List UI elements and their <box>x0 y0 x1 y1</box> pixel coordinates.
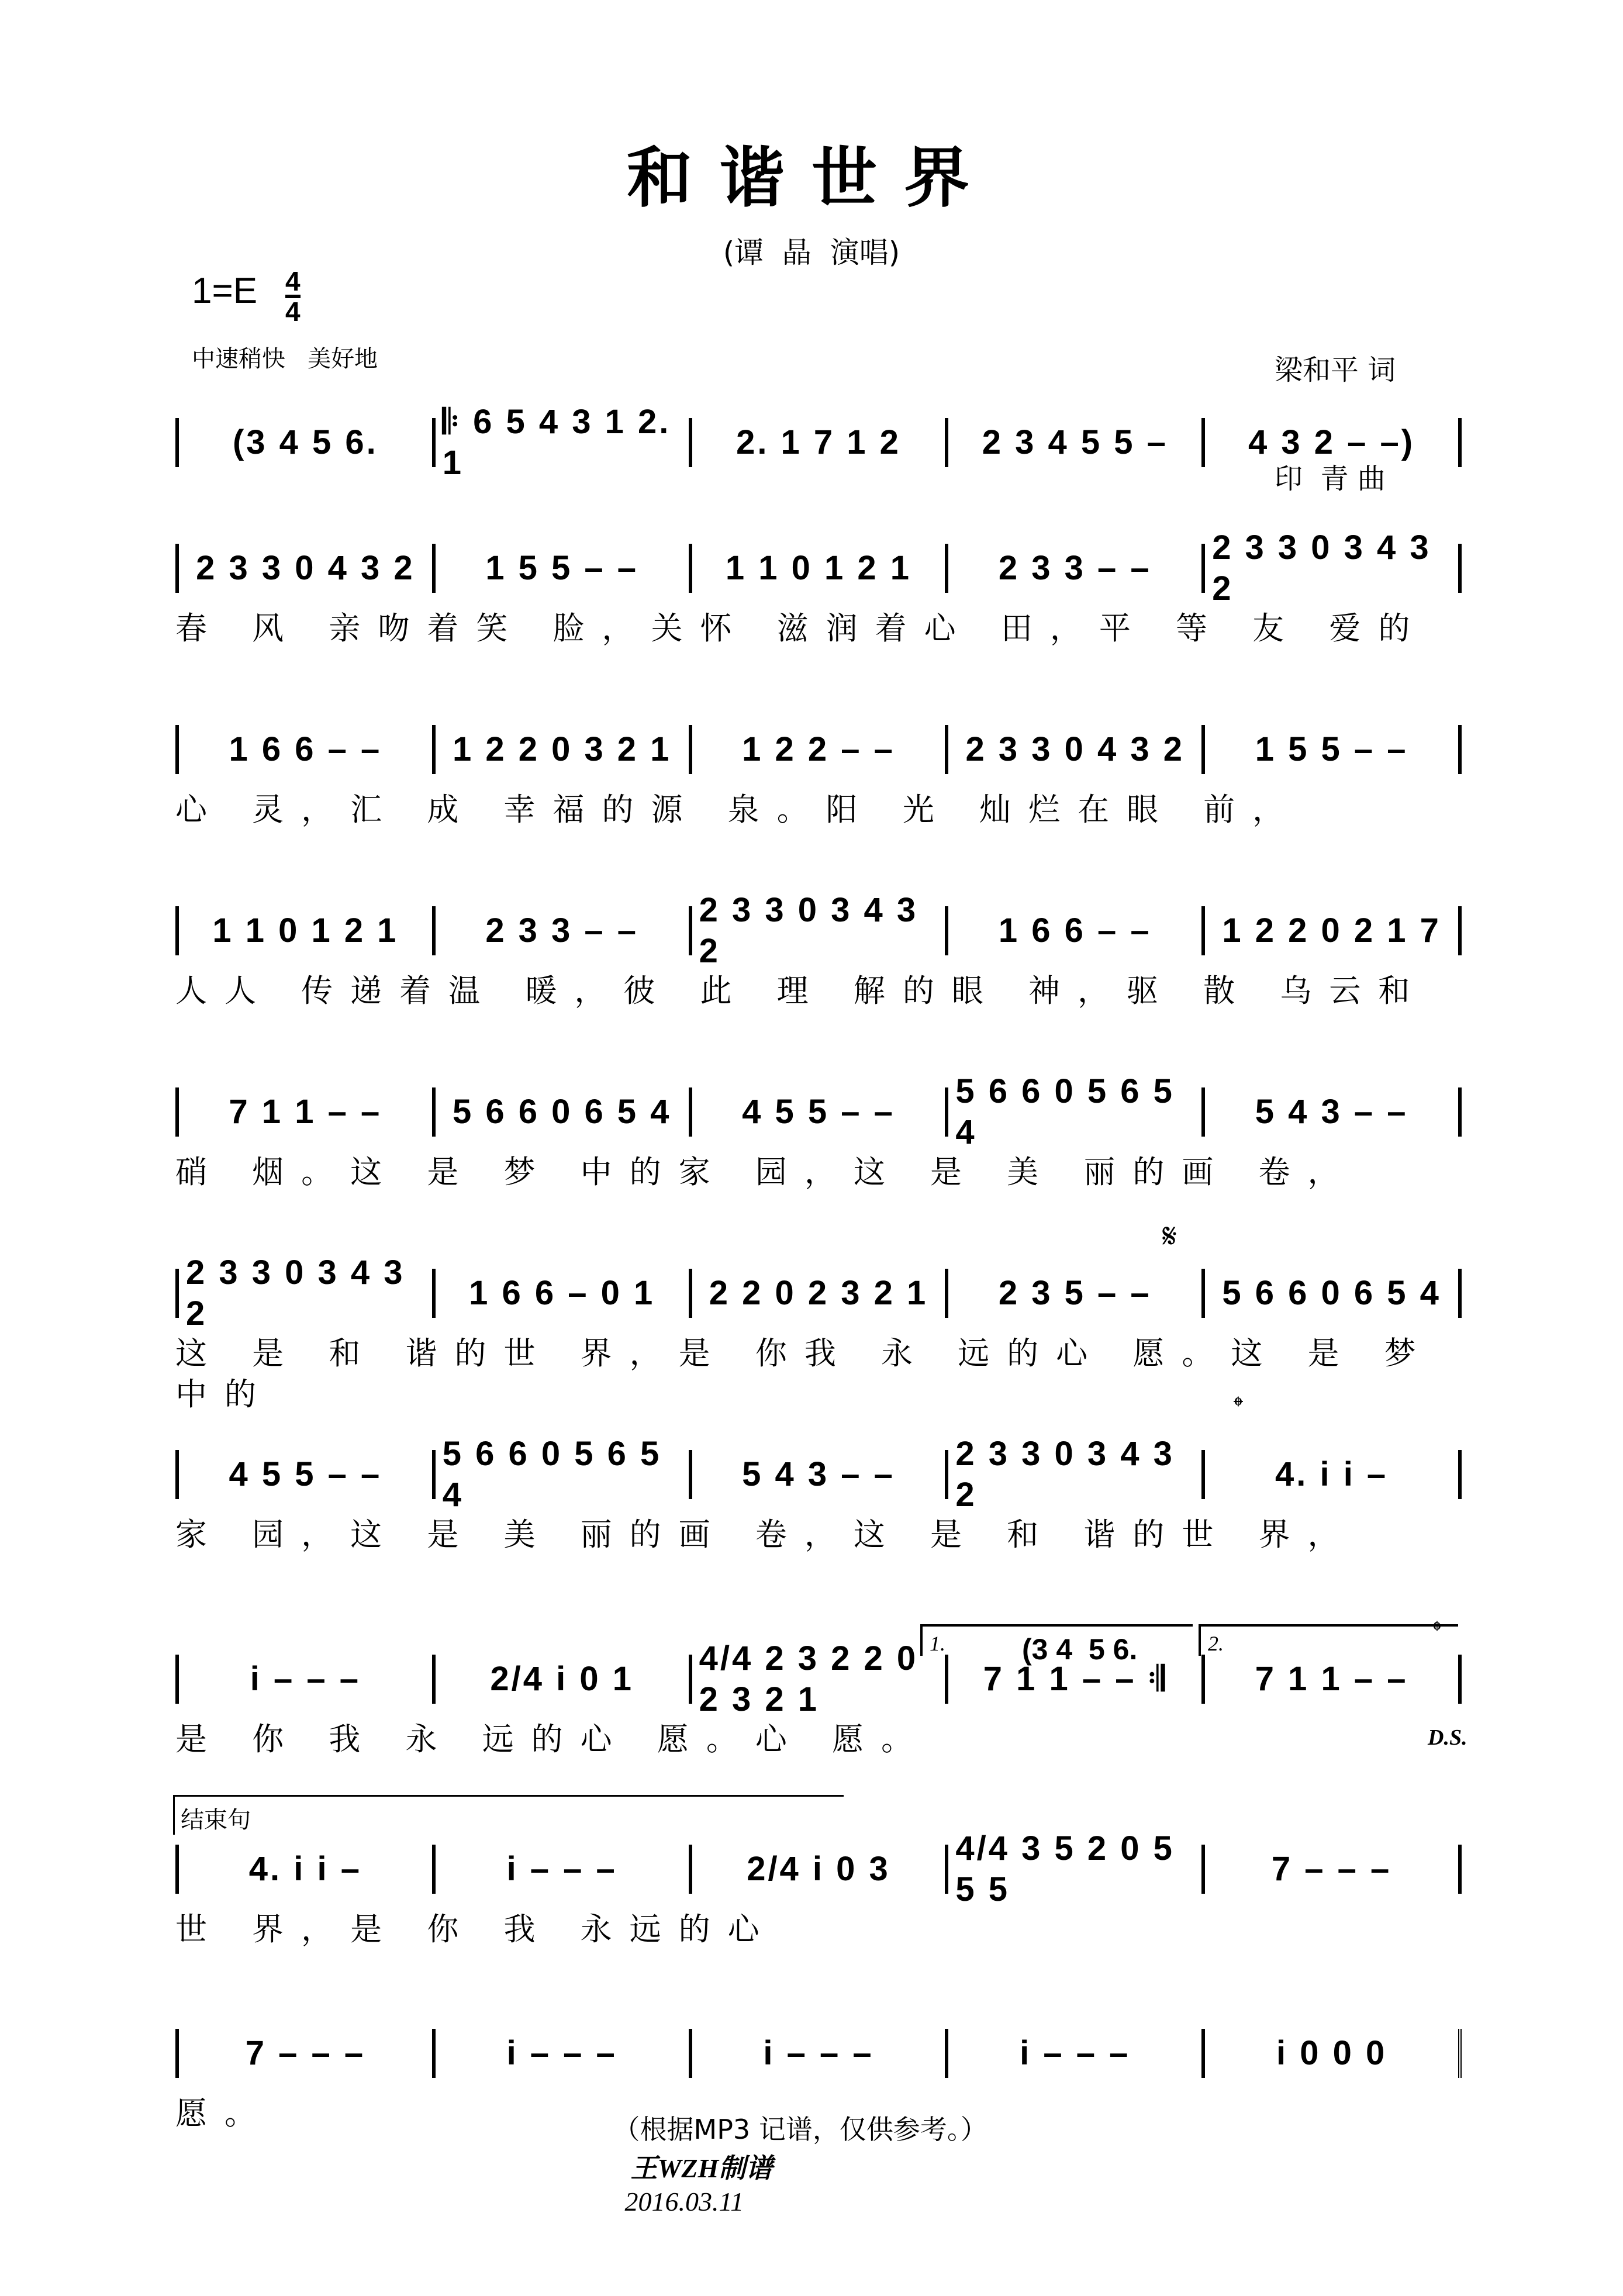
measure: i – – – <box>436 1845 692 1894</box>
staff-line-7 <box>175 1435 1462 1555</box>
measure: 2 3 3 0 3 4 3 2 <box>1205 544 1462 593</box>
staff-line-5 <box>175 1072 1462 1193</box>
measure: 1 5 5 – – <box>1205 725 1462 774</box>
measure: 1 5 5 – – <box>436 544 692 593</box>
measure: 5 6 6 0 5 6 5 4 <box>436 1450 692 1499</box>
measure: i 0 0 0 <box>1205 2029 1462 2078</box>
measure: 1 2 2 – – <box>692 725 949 774</box>
measure: 4 5 5 – – <box>179 1450 436 1499</box>
coda-symbol-2: 𝄌 <box>1432 1615 1442 1646</box>
measure: 2 3 3 0 3 4 3 2 <box>692 906 949 955</box>
song-title: 和谐世界 <box>627 140 996 216</box>
measure: 5 6 6 0 5 6 5 4 <box>948 1087 1205 1137</box>
measure: i – – – <box>179 1655 436 1704</box>
second-ending-label: 2. <box>1208 1632 1224 1655</box>
notes-row <box>175 529 1462 607</box>
measure: 5 6 6 0 6 5 4 <box>1205 1269 1462 1318</box>
lyrics-line: 春 风 亲吻着笑 脸，关怀 滋润着心 田，平 等 友 爱的 <box>175 610 1428 647</box>
measure: 2 2 0 2 3 2 1 <box>692 1269 949 1318</box>
measure: 4/4 2 3 2 2 0 2 3 2 1 <box>692 1655 949 1704</box>
tempo-marking: 中速稍快 美好地 <box>192 346 378 372</box>
footer-date: 2016.03.11 <box>624 2187 744 2216</box>
measure: 7 1 1 – – <box>1205 1655 1462 1704</box>
measure: 1 2 2 0 2 1 7 <box>1205 906 1462 955</box>
measure: 4 5 5 – – <box>692 1087 949 1137</box>
pickup-notes: (3 4 5 6. <box>1022 1633 1138 1666</box>
lyrics-line: 世 界，是 你 我 永远的心 <box>175 1911 777 1948</box>
key-signature: 1=E <box>192 271 258 311</box>
measure: 7 – – – <box>179 2029 436 2078</box>
time-signature-top: 4 <box>285 266 301 296</box>
coda-symbol-1: 𝄌 <box>1234 1390 1243 1422</box>
measure: 5 4 3 – – <box>1205 1087 1462 1137</box>
measure: i – – – <box>692 2029 949 2078</box>
lyrics-line: 家 园，这 是 美 丽的画 卷，这 是 和 谐的世 界， <box>175 1516 1357 1553</box>
lyrics-line: 硝 烟。这 是 梦 中的家 园，这 是 美 丽的画 卷， <box>175 1154 1357 1190</box>
measure: 4. i i – <box>179 1845 436 1894</box>
time-signature <box>285 268 301 325</box>
measure: 5 6 6 0 6 5 4 <box>436 1087 692 1137</box>
coda-section-label: 结束句 <box>173 1795 844 1835</box>
composer-credit: 印 青 曲 <box>1275 462 1386 495</box>
staff-line-1 <box>175 403 1462 482</box>
measure: 4 3 2 – –) <box>1205 418 1462 467</box>
lyrics-line: 心 灵，汇 成 幸福的源 泉。阳 光 灿烂在眼 前， <box>175 791 1302 828</box>
measure: 2 3 5 – – <box>948 1269 1205 1318</box>
measure: 5 4 3 – – <box>692 1450 949 1499</box>
measure: 7 – – – <box>1205 1845 1462 1894</box>
time-signature-bottom: 4 <box>285 296 301 327</box>
measure: 2/4 i 0 3 <box>692 1845 949 1894</box>
measure: 1 1 0 1 2 1 <box>692 544 949 593</box>
first-ending-label: 1. <box>930 1632 945 1655</box>
notes-row <box>175 891 1462 970</box>
staff-line-3 <box>175 725 1462 830</box>
segno-symbol: 𝄋 <box>1162 1216 1177 1256</box>
notes-row <box>175 2029 1462 2078</box>
notes-row <box>175 725 1462 774</box>
measure: 7 1 1 – – <box>179 1087 436 1137</box>
dal-segno-marking: D.S. <box>1428 1725 1467 1750</box>
measure: 2 3 3 – – <box>436 906 692 955</box>
staff-line-2 <box>175 529 1462 649</box>
staff-line-4 <box>175 891 1462 1011</box>
lyrics-line: 是 你 我 永 远的心 愿。心 愿。 <box>175 1721 930 1758</box>
notes-row <box>175 1254 1462 1332</box>
footer <box>579 2077 987 2249</box>
footer-note: （根据MP3 记谱，仅供参考。） <box>613 2114 987 2145</box>
lyricist-credit: 梁和平 词 <box>1275 354 1396 386</box>
lyrics-line: 愿。 <box>175 2095 274 2132</box>
measure: 1 6 6 – – <box>948 906 1205 955</box>
measure: 1 2 2 0 3 2 1 <box>436 725 692 774</box>
notes-row <box>175 1829 1462 1908</box>
lyrics-line: 人人 传递着温 暖，彼 此 理 解的眼 神，驱 散 乌云和 <box>175 972 1428 1009</box>
singer-credit: (谭 晶 演唱) <box>723 236 900 270</box>
second-ending-bracket <box>1199 1624 1458 1656</box>
notes-row <box>175 1435 1462 1514</box>
measure: 2 3 3 0 3 4 3 2 <box>179 1269 436 1318</box>
measure: 1 6 6 – 0 1 <box>436 1269 692 1318</box>
measure: 2. 1 7 1 2 <box>692 418 949 467</box>
measure: i – – – <box>948 2029 1205 2078</box>
measure: 2 3 4 5 5 – <box>948 418 1205 467</box>
measure: i – – – <box>436 2029 692 2078</box>
measure: 4/4 3 5 2 0 5 5 5 <box>948 1845 1205 1894</box>
measure: 𝄆 6 5 4 3 1 2. 1 <box>436 418 692 467</box>
measure: 2 3 3 0 3 4 3 2 <box>948 1450 1205 1499</box>
measure: (3 4 5 6. <box>179 418 436 467</box>
notes-row <box>175 1072 1462 1151</box>
measure: 2 3 3 0 4 3 2 <box>948 725 1205 774</box>
measure: 2/4 i 0 1 <box>436 1655 692 1704</box>
measure: 7 1 1 – – 𝄇 <box>948 1655 1205 1704</box>
measure: 2 3 3 0 4 3 2 <box>179 544 436 593</box>
measure: 4. i i – <box>1205 1450 1462 1499</box>
lyrics-line: 这 是 和 谐的世 界，是 你我 永 远的心 愿。这 是 梦 中的 <box>175 1335 1434 1413</box>
staff-line-6 <box>175 1254 1462 1415</box>
measure: 1 1 0 1 2 1 <box>179 906 436 955</box>
measure: 2 3 3 – – <box>948 544 1205 593</box>
footer-maker: 王WZH制谱 <box>630 2153 773 2183</box>
measure: 1 6 6 – – <box>179 725 436 774</box>
staff-line-9 <box>175 1829 1462 1950</box>
